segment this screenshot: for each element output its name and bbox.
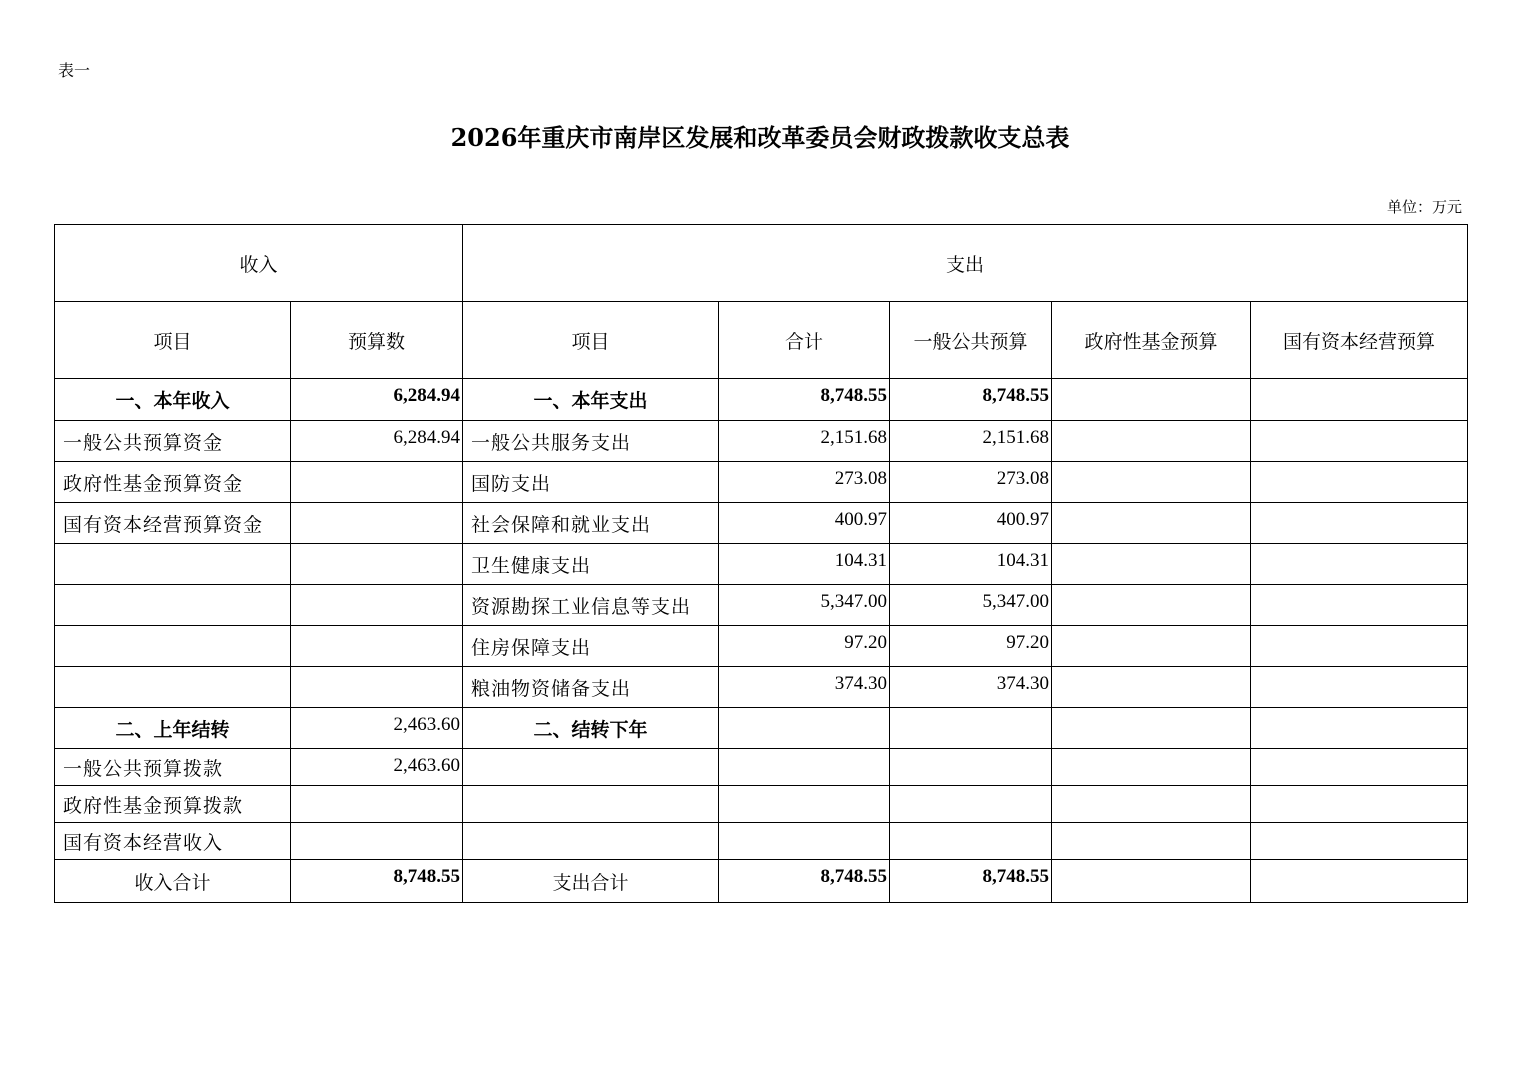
expense-total	[719, 749, 890, 786]
expense-total-label: 支出合计	[463, 860, 719, 903]
income-amount	[291, 585, 463, 626]
expense-state-capital	[1251, 786, 1468, 823]
income-amount	[291, 626, 463, 667]
expense-state-capital	[1251, 421, 1468, 462]
expense-gov-fund	[1052, 503, 1251, 544]
expense-total	[719, 823, 890, 860]
expense-general: 273.08	[890, 462, 1052, 503]
expense-item: 卫生健康支出	[463, 544, 719, 585]
income-item	[55, 585, 291, 626]
budget-table	[54, 224, 1468, 903]
expense-total: 273.08	[719, 462, 890, 503]
expense-general: 104.31	[890, 544, 1052, 585]
income-item: 一、本年收入	[55, 379, 291, 421]
expense-state-capital	[1251, 585, 1468, 626]
income-item: 二、上年结转	[55, 708, 291, 749]
expense-state-capital	[1251, 544, 1468, 585]
table-row	[55, 585, 1468, 626]
expense-general	[890, 749, 1052, 786]
table-row	[55, 667, 1468, 708]
income-amount	[291, 544, 463, 585]
income-amount	[291, 462, 463, 503]
income-total-amount: 8,748.55	[291, 860, 463, 903]
expense-state-capital	[1251, 503, 1468, 544]
expense-item: 一、本年支出	[463, 379, 719, 421]
header-row-sections	[55, 225, 1468, 302]
expense-general: 8,748.55	[890, 860, 1052, 903]
expense-gov-fund	[1052, 667, 1251, 708]
table-row	[55, 786, 1468, 823]
expense-general	[890, 708, 1052, 749]
income-item: 一般公共预算资金	[55, 421, 291, 462]
expense-total	[719, 708, 890, 749]
expense-gov-fund	[1052, 708, 1251, 749]
income-item: 政府性基金预算资金	[55, 462, 291, 503]
expense-gov-fund	[1052, 462, 1251, 503]
expense-general: 2,151.68	[890, 421, 1052, 462]
table-row	[55, 544, 1468, 585]
expense-item	[463, 823, 719, 860]
income-budget-header: 预算数	[291, 302, 463, 379]
income-amount	[291, 786, 463, 823]
income-total-label: 收入合计	[55, 860, 291, 903]
expense-item	[463, 749, 719, 786]
expense-state-capital	[1251, 462, 1468, 503]
income-item-header: 项目	[55, 302, 291, 379]
expense-general	[890, 786, 1052, 823]
expense-gov-fund	[1052, 544, 1251, 585]
income-amount	[291, 503, 463, 544]
expense-total	[719, 786, 890, 823]
table-row	[55, 503, 1468, 544]
expense-gov-fund	[1052, 786, 1251, 823]
income-amount	[291, 667, 463, 708]
expense-general: 97.20	[890, 626, 1052, 667]
expense-gov-fund	[1052, 585, 1251, 626]
expense-general: 8,748.55	[890, 379, 1052, 421]
general-budget-header: 一般公共预算	[890, 302, 1052, 379]
income-item	[55, 667, 291, 708]
expense-general: 5,347.00	[890, 585, 1052, 626]
income-item: 国有资本经营收入	[55, 823, 291, 860]
income-section-header: 收入	[55, 225, 463, 302]
income-amount: 2,463.60	[291, 749, 463, 786]
expense-item-header: 项目	[463, 302, 719, 379]
expense-gov-fund	[1052, 823, 1251, 860]
income-item: 一般公共预算拨款	[55, 749, 291, 786]
table-label: 表一	[58, 61, 91, 80]
expense-gov-fund	[1052, 749, 1251, 786]
expense-state-capital	[1251, 626, 1468, 667]
expense-section-header: 支出	[463, 225, 1468, 302]
table-row	[55, 749, 1468, 786]
expense-item: 粮油物资储备支出	[463, 667, 719, 708]
expense-item: 住房保障支出	[463, 626, 719, 667]
expense-total: 2,151.68	[719, 421, 890, 462]
income-amount	[291, 823, 463, 860]
table-row	[55, 708, 1468, 749]
expense-general: 374.30	[890, 667, 1052, 708]
table-row	[55, 379, 1468, 421]
total-row	[55, 860, 1468, 903]
expense-total: 8,748.55	[719, 860, 890, 903]
expense-item: 资源勘探工业信息等支出	[463, 585, 719, 626]
income-item: 政府性基金预算拨款	[55, 786, 291, 823]
expense-total: 104.31	[719, 544, 890, 585]
state-capital-header: 国有资本经营预算	[1251, 302, 1468, 379]
table-row	[55, 421, 1468, 462]
expense-state-capital	[1251, 708, 1468, 749]
unit-label: 单位：万元	[1386, 198, 1462, 216]
table-row	[55, 823, 1468, 860]
expense-total: 374.30	[719, 667, 890, 708]
income-amount: 6,284.94	[291, 421, 463, 462]
income-amount: 6,284.94	[291, 379, 463, 421]
expense-item: 二、结转下年	[463, 708, 719, 749]
expense-item: 一般公共服务支出	[463, 421, 719, 462]
gov-fund-header: 政府性基金预算	[1052, 302, 1251, 379]
expense-item: 国防支出	[463, 462, 719, 503]
expense-general	[890, 823, 1052, 860]
expense-total: 8,748.55	[719, 379, 890, 421]
expense-state-capital	[1251, 823, 1468, 860]
expense-total: 5,347.00	[719, 585, 890, 626]
expense-item	[463, 786, 719, 823]
header-row-columns	[55, 302, 1468, 379]
expense-gov-fund	[1052, 421, 1251, 462]
expense-item: 社会保障和就业支出	[463, 503, 719, 544]
expense-state-capital	[1251, 667, 1468, 708]
income-item	[55, 544, 291, 585]
expense-state-capital	[1251, 749, 1468, 786]
expense-gov-fund	[1052, 379, 1251, 421]
total-header: 合计	[719, 302, 890, 379]
page-title: 2026年重庆市南岸区发展和改革委员会财政拨款收支总表	[450, 123, 1070, 152]
table-row	[55, 626, 1468, 667]
income-item	[55, 626, 291, 667]
expense-total: 97.20	[719, 626, 890, 667]
expense-gov-fund	[1052, 626, 1251, 667]
income-amount: 2,463.60	[291, 708, 463, 749]
income-item: 国有资本经营预算资金	[55, 503, 291, 544]
expense-total: 400.97	[719, 503, 890, 544]
expense-general: 400.97	[890, 503, 1052, 544]
expense-state-capital	[1251, 860, 1468, 903]
expense-state-capital	[1251, 379, 1468, 421]
table-row	[55, 462, 1468, 503]
expense-gov-fund	[1052, 860, 1251, 903]
